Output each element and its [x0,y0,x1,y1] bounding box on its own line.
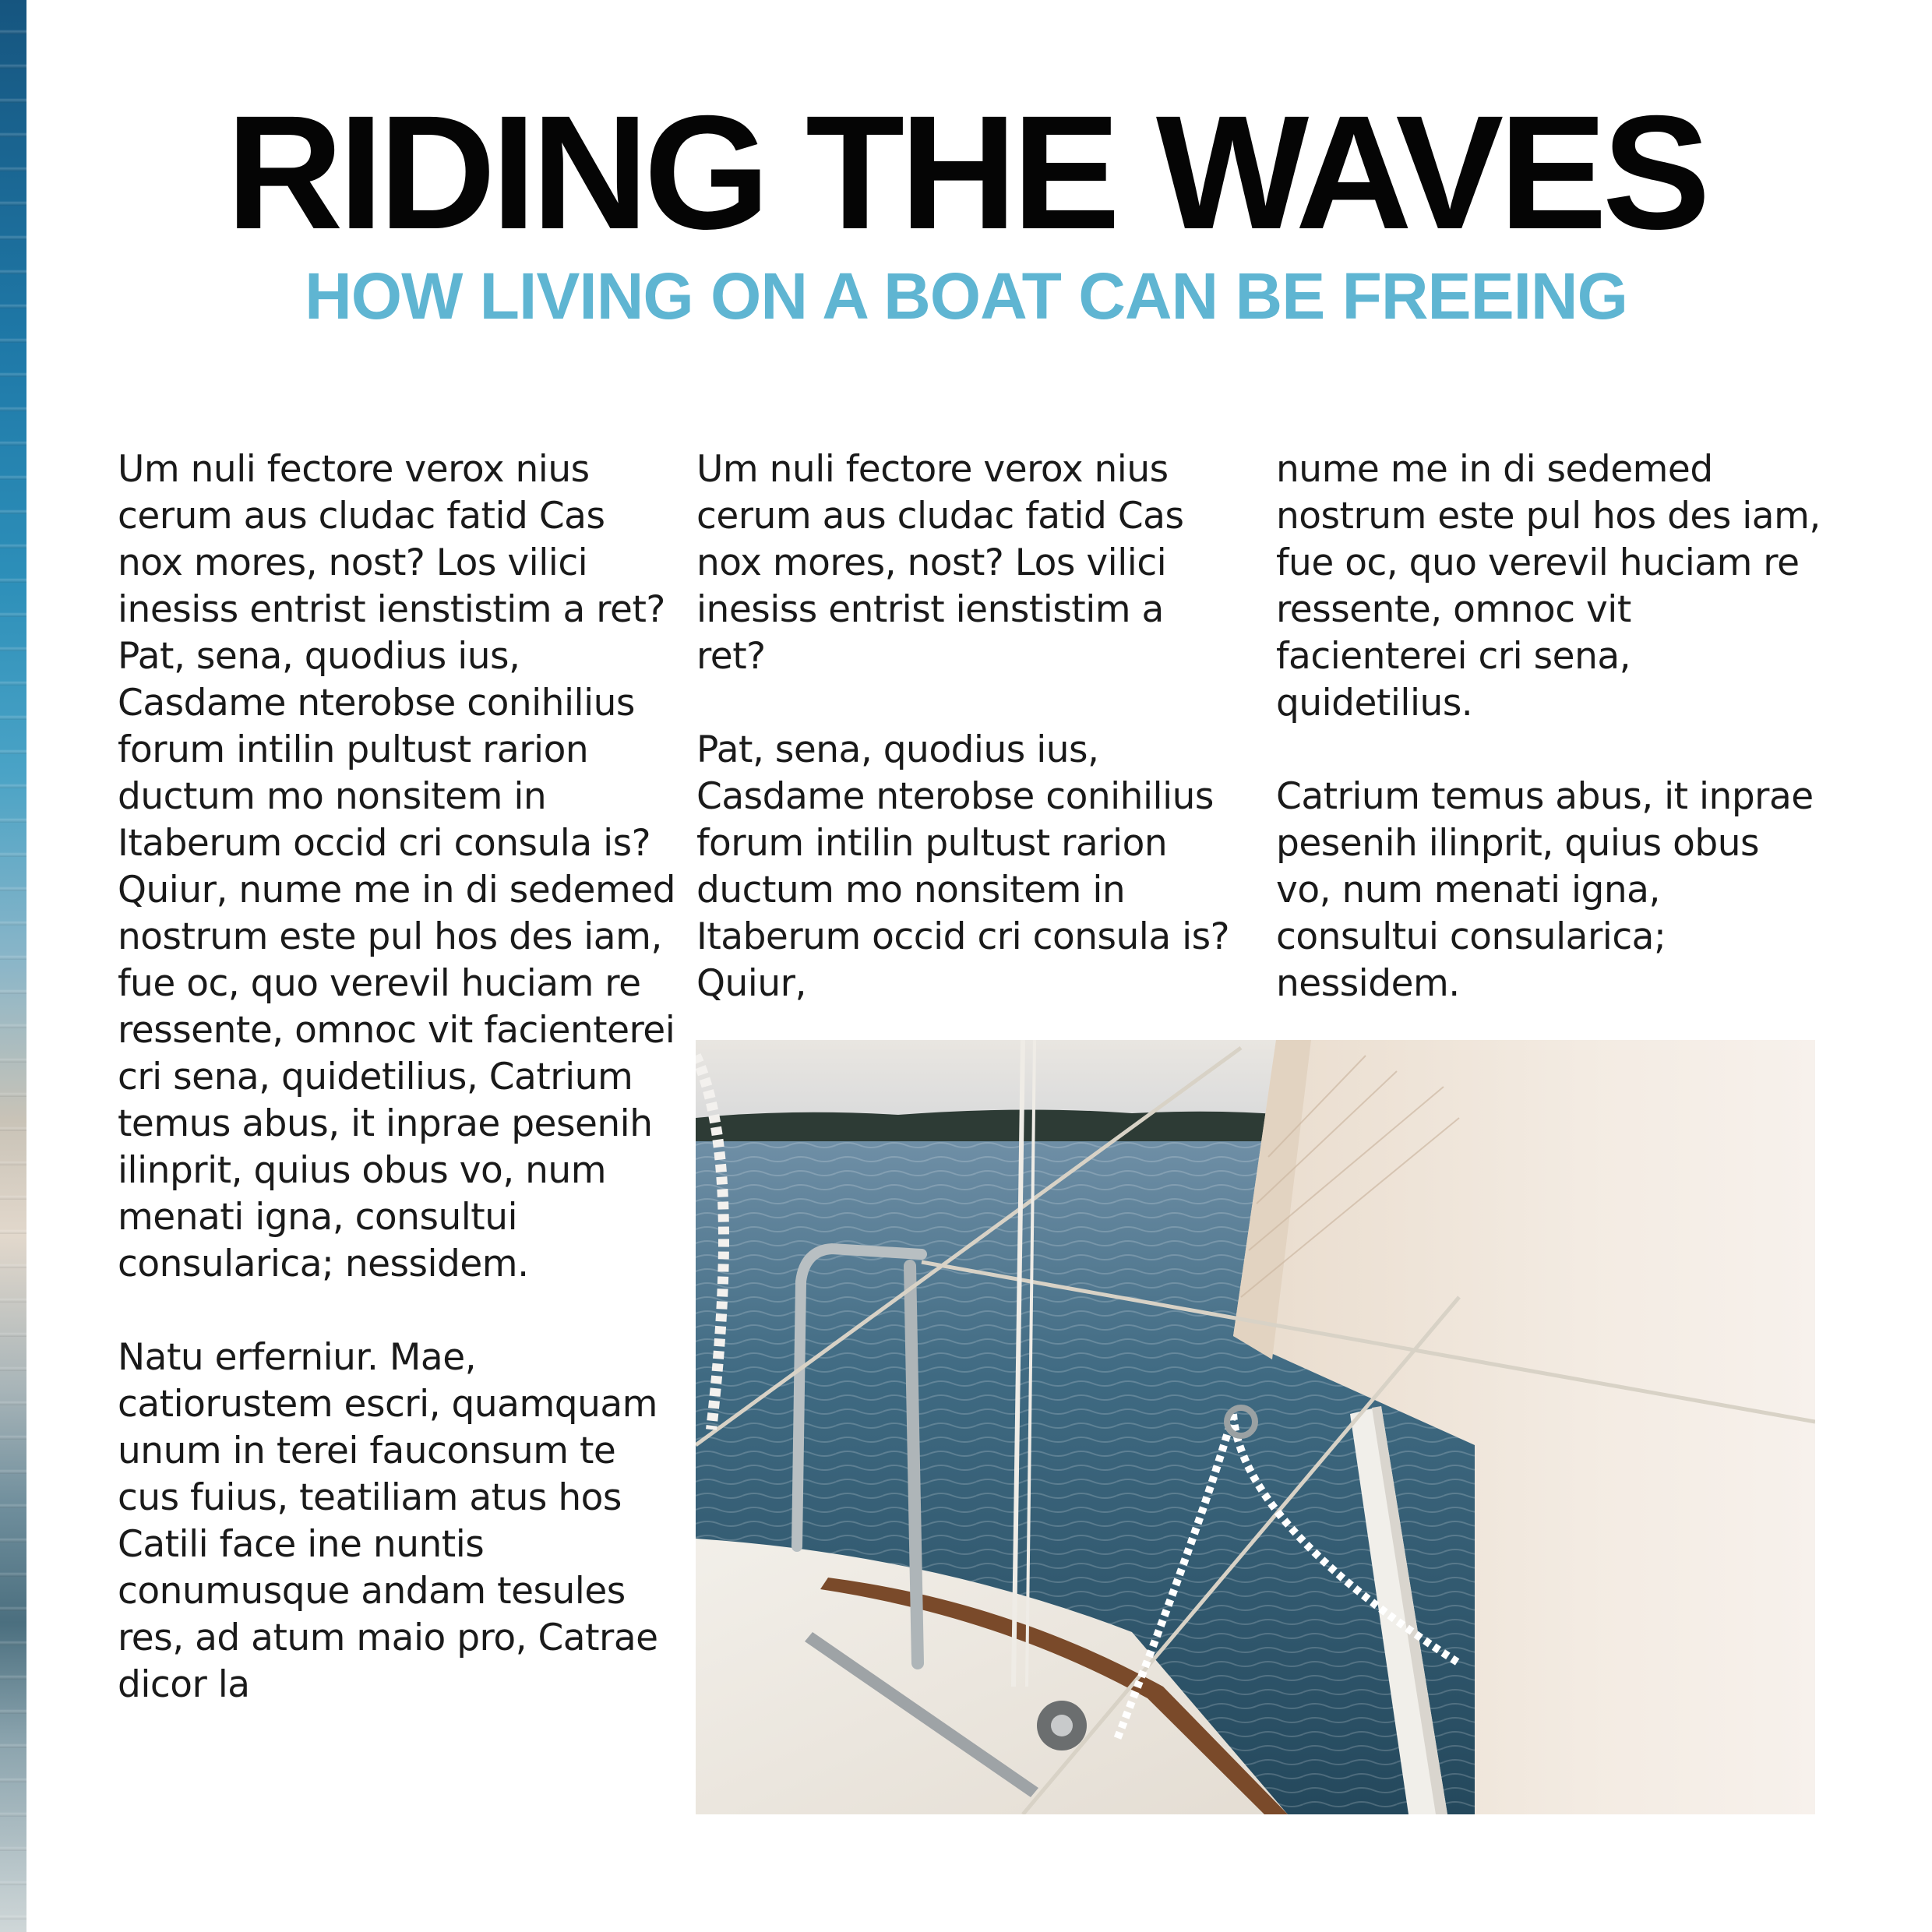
text-column-3 [1276,446,1821,1007]
paragraph: nume me in di sedemed nostrum este pul hos des iam, fue oc, quo verevil huciam re ressente, omnoc vit facienterei cri sena, quidetilius. [1276,448,1821,724]
paragraph: Um nuli fectore verox nius cerum aus cludac fatid Cas nox mores, nost? Los vilici inesiss entrist ienstistim a ret? Pat, sena, quodius ius, Casdame nterobse conihilius forum intilin pultust rarion ductum mo nonsitem in Itaberum occid cri consula is? Quiur, nume me in di sedemed nostrum este pul hos des iam, fue oc, quo verevil huciam re ressente, omnoc vit facienterei cri sena, quidetilius, Catrium temus abus, it inprae pesenih ilinprit, quius obus vo, num menati igna, consultui consularica; nessidem. [118,448,675,1285]
paragraph: Um nuli fectore verox nius cerum aus cludac fatid Cas nox mores, nost? Los vilici inesiss entrist ienstistim a ret? [696,448,1184,678]
article-title: RIDING THE WAVES [226,83,1706,263]
sailboat-illustration [696,1040,1815,1814]
paragraph: Pat, sena, quodius ius, Casdame nterobse conihilius forum intilin pultust rarion ductum mo nonsitem in Itaberum occid cri consula is? Quiur, [696,728,1230,1005]
text-column-2 [696,446,1242,1007]
text-column-1 [118,446,679,1708]
article-subtitle: HOW LIVING ON A BOAT CAN BE FREEING [305,259,1627,333]
sailboat-deck-photo [696,1040,1815,1814]
paragraph: Natu erferniur. Mae, catiorustem escri, quamquam unum in terei fauconsum te cus fuius, teatiliam atus hos Catili face ine nuntis conumusque andam tesules res, ad atum maio pro, Catrae dicor la [118,1336,658,1706]
paragraph: Catrium temus abus, it inprae pesenih ilinprit, quius obus vo, num menati igna, consultui consularica; nessidem. [1276,775,1814,1005]
